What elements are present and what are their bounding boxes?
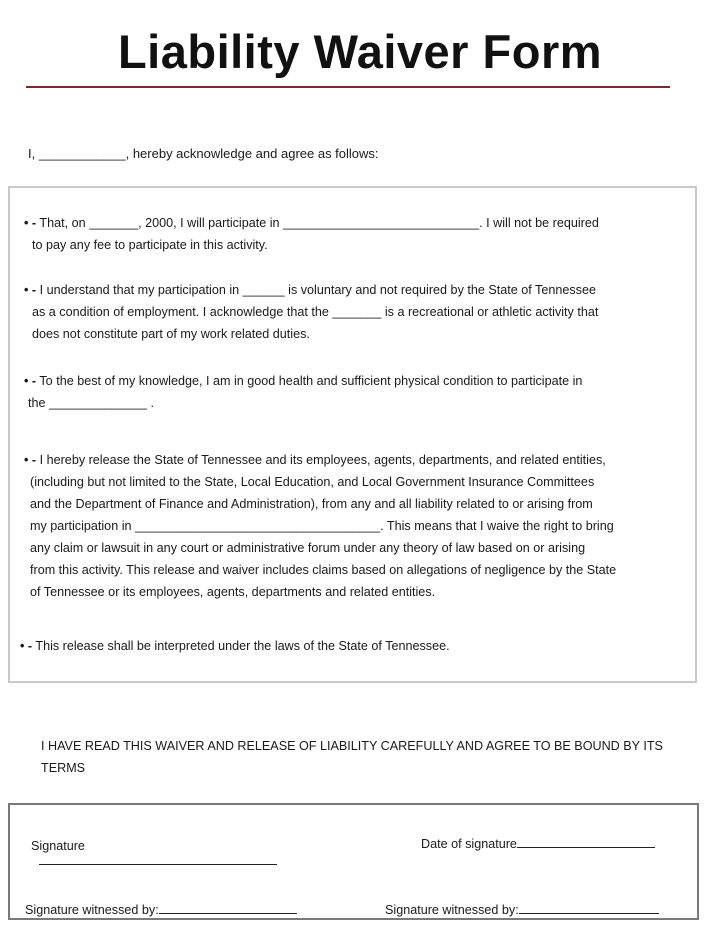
form-title: Liability Waiver Form [117,25,603,78]
clause-release [24,449,616,603]
acknowledgement-statement [41,735,681,779]
clause-line: I hereby release the State of Tennessee and its employees, agents, departments, and related entities, [39,453,606,467]
clause-health [24,370,582,414]
date-of-signature-line[interactable] [517,836,655,848]
signature-line[interactable] [39,853,277,865]
clause-line: To the best of my knowledge, I am in good health and sufficient physical condition to participate in [39,374,583,388]
clause-line: of Tennessee or its employees, agents, departments and related entities. [30,585,436,599]
clause-voluntary [24,279,598,345]
bullet-icon: • - [20,639,33,653]
title-underline [26,86,670,88]
clause-line: (including but not limited to the State, Local Education, and Local Government Insurance Committees [30,475,595,489]
witness-right-field[interactable] [378,888,659,917]
signature-label: Signature [31,839,85,853]
witness-left-label: Signature witnessed by: [25,903,159,917]
witness-left-line[interactable] [159,902,297,914]
signature-field[interactable] [24,825,277,868]
bullet-icon: • - [24,216,37,230]
witness-left-field[interactable] [18,888,297,917]
acknowledgement-line: TERMS [41,761,86,775]
clause-participation [24,212,599,256]
clause-line: as a condition of employment. I acknowledge that the _______ is a recreational or athletic activity that [32,305,599,319]
clause-line: does not constitute part of my work related duties. [32,327,310,341]
clause-line: the ______________ . [28,396,155,410]
clause-line: and the Department of Finance and Administration), from any and all liability related to or arising from [30,497,593,511]
acknowledgement-line: I HAVE READ THIS WAIVER AND RELEASE OF LIABILITY CAREFULLY AND AGREE TO BE BOUND BY ITS [41,739,663,753]
clause-line: This release shall be interpreted under the laws of the State of Tennessee. [35,639,450,653]
clause-line: That, on _______, 2000, I will participate in ____________________________. I will not be required [39,216,599,230]
clause-line: any claim or lawsuit in any court or administrative forum under any theory of law based on or arising [30,541,586,555]
intro-statement: I, ____________, hereby acknowledge and agree as follows: [28,146,379,161]
bullet-icon: • - [24,374,37,388]
bullet-icon: • - [24,283,37,297]
bullet-icon: • - [24,453,37,467]
clauses-box [8,186,697,683]
clause-line: to pay any fee to participate in this activity. [32,238,268,252]
clause-line: from this activity. This release and waiver includes claims based on allegations of negligence by the State [30,563,617,577]
clause-line: I understand that my participation in ______ is voluntary and not required by the State of Tennessee [39,283,596,297]
witness-right-line[interactable] [519,902,659,914]
date-of-signature-field[interactable] [414,822,655,851]
date-of-signature-label: Date of signature [421,837,517,851]
clause-line: my participation in ___________________________________. This means that I waive the right to bring [30,519,614,533]
witness-right-label: Signature witnessed by: [385,903,519,917]
clause-governing-law [20,635,450,657]
